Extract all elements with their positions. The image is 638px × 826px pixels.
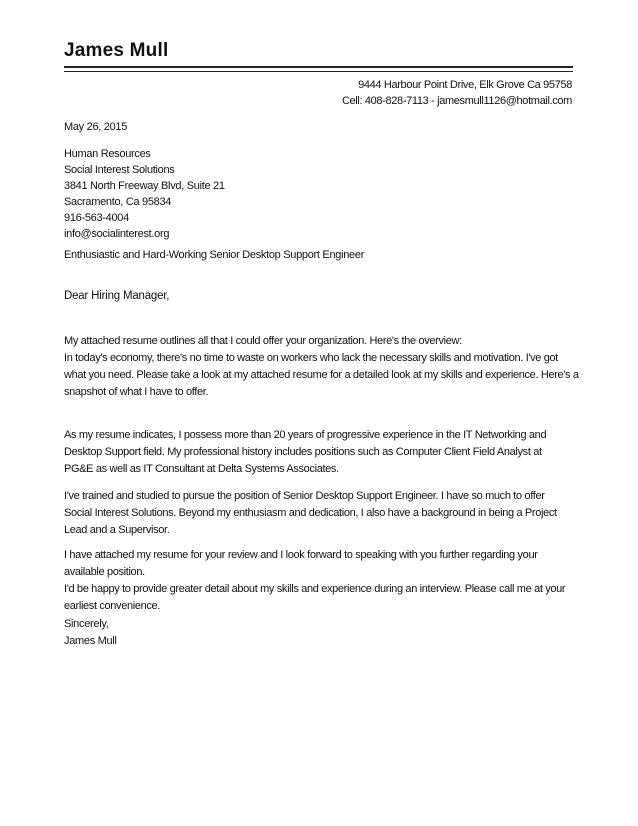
- recipient-street: 3841 North Freeway Blvd, Suite 21: [64, 180, 225, 192]
- paragraph-line: PG&E as well as IT Consultant at Delta Systems Associates.: [64, 463, 339, 475]
- paragraph-line: available position.: [64, 566, 145, 578]
- header-rule-thick: [64, 66, 573, 68]
- body-paragraph-1: [64, 333, 579, 401]
- salutation-text: Dear Hiring Manager,: [64, 290, 170, 302]
- date-text: May 26, 2015: [64, 121, 128, 133]
- closing-signature: James Mull: [64, 635, 117, 647]
- paragraph-line: snapshot of what I have to offer.: [64, 386, 209, 398]
- paragraph-line: Lead and a Supervisor.: [64, 524, 170, 536]
- recipient-phone: 916-563-4004: [64, 212, 129, 224]
- letter-salutation: [64, 288, 169, 304]
- sender-contact-block: [342, 77, 572, 109]
- subject-text: Enthusiastic and Hard-Working Senior Desktop Support Engineer: [64, 249, 365, 261]
- letter-closing: [64, 616, 117, 650]
- recipient-email: info@socialinterest.org: [64, 228, 170, 240]
- paragraph-line: I've trained and studied to pursue the position of Senior Desktop Support Engineer. I have so much to offer: [64, 490, 545, 502]
- paragraph-line: As my resume indicates, I possess more than 20 years of progressive experience in the IT Networking and: [64, 429, 547, 441]
- sender-address: 9444 Harbour Point Drive, Elk Grove Ca 95758: [358, 79, 572, 91]
- sender-phone-email: Cell: 408-828-7113 - jamesmull1126@hotmail.com: [341, 95, 572, 107]
- letter-subject: [64, 247, 364, 263]
- paragraph-line: I have attached my resume for your review and I look forward to speaking with you further regarding your: [64, 549, 538, 561]
- header-rule-thin: [64, 71, 573, 72]
- body-paragraph-3: [64, 488, 576, 539]
- closing-signoff: Sincerely,: [64, 618, 109, 630]
- paragraph-line: In today's economy, there's no time to waste on workers who lack the necessary skills and motivation. I've got: [64, 352, 559, 364]
- paragraph-line: earliest convenience.: [64, 600, 160, 612]
- paragraph-line: Social Interest Solutions. Beyond my enthusiasm and dedication, I also have a background in being a Project: [64, 507, 557, 519]
- paragraph-line: My attached resume outlines all that I could offer your organization. Here's the overview:: [64, 335, 462, 347]
- body-paragraph-2: [64, 427, 576, 478]
- recipient-city: Sacramento, Ca 95834: [64, 196, 172, 208]
- recipient-company: Social Interest Solutions: [64, 164, 175, 176]
- paragraph-line: Desktop Support field. My professional history includes positions such as Computer Client Field Analyst at: [64, 446, 542, 458]
- recipient-address-block: [64, 146, 225, 242]
- letter-date: [64, 119, 127, 135]
- paragraph-line: I'd be happy to provide greater detail about my skills and experience during an interview. Please call me at your: [64, 583, 566, 595]
- body-paragraph-4: [64, 547, 576, 615]
- sender-name: James Mull: [64, 40, 169, 61]
- recipient-department: Human Resources: [64, 148, 151, 160]
- paragraph-line: what you need. Please take a look at my attached resume for a detailed look at my skills and experience. Here's a: [64, 369, 579, 381]
